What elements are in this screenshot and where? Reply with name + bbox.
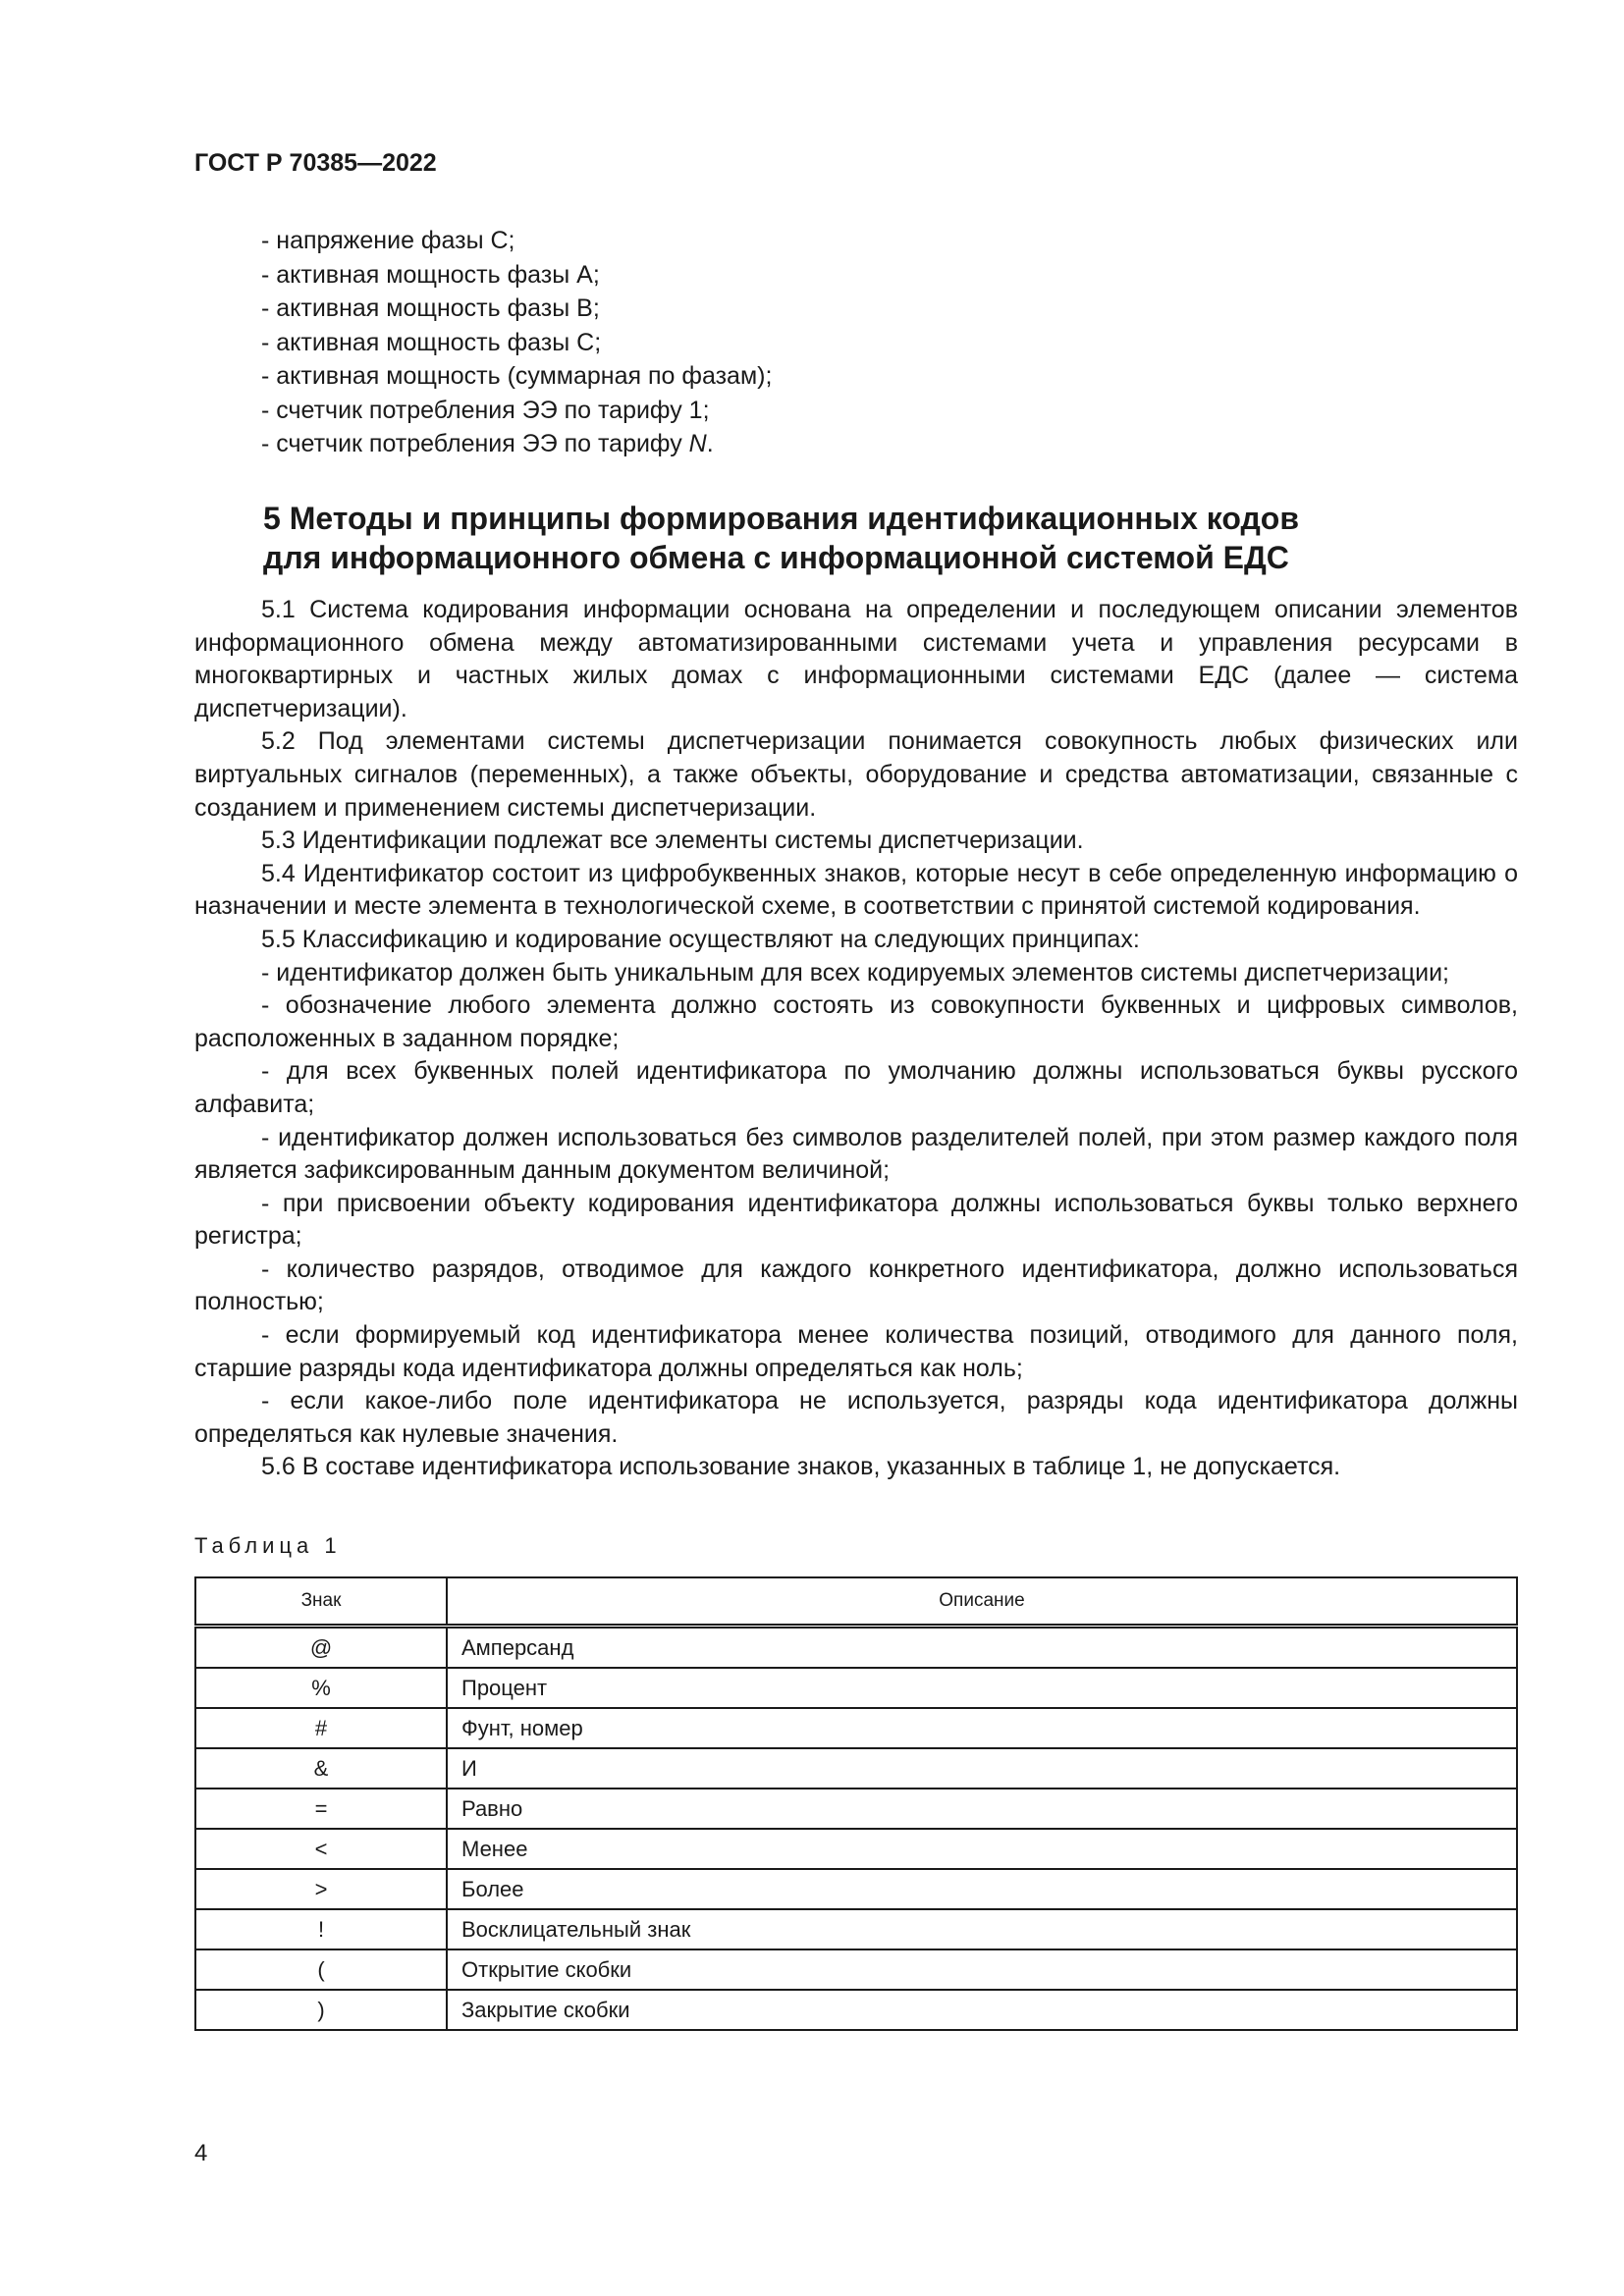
paragraph: 5.6 В составе идентификатора использование знаков, указанных в таблице 1, не допускается. <box>261 1453 1341 1481</box>
sign-cell: % <box>195 1668 447 1708</box>
section-title <box>263 499 1540 577</box>
table-caption: Таблица 1 <box>194 1533 342 1558</box>
table-row <box>195 1627 1517 1669</box>
parameter-list <box>261 224 772 461</box>
table-header-row <box>195 1577 1517 1627</box>
description-cell: И <box>447 1748 1517 1789</box>
sign-cell: > <box>195 1869 447 1909</box>
principle-item: - если формируемый код идентификатора менее количества позиций, отводимого для данного поля, старшие разряды кода идентификатора должны определяться как ноль; <box>194 1321 1518 1382</box>
paragraph: 5.5 Классификацию и кодирование осуществляют на следующих принципах: <box>261 925 1140 953</box>
table-row <box>195 1949 1517 1990</box>
list-item: - активная мощность фазы В; <box>261 294 600 322</box>
section-title-line: для информационного обмена с информационной системой ЕДС <box>263 540 1289 575</box>
table-row <box>195 1990 1517 2030</box>
paragraph: 5.3 Идентификации подлежат все элементы системы диспетчеризации. <box>261 827 1084 855</box>
document-header: ГОСТ Р 70385—2022 <box>194 149 437 177</box>
paragraph: 5.4 Идентификатор состоит из цифробуквенных знаков, которые несут в себе определенную информацию о назначении и месте элемента в технологической схеме, в соответствии с принятой системой кодирования. <box>194 859 1518 921</box>
description-cell: Процент <box>447 1668 1517 1708</box>
list-item: - активная мощность фазы С; <box>261 328 602 356</box>
sign-cell: # <box>195 1708 447 1748</box>
paragraph: 5.2 Под элементами системы диспетчеризации понимается совокупность любых физических или виртуальных сигналов (переменных), а также объекты, оборудование и средства автоматизации, связанные с созданием и применением системы диспетчеризации. <box>194 727 1518 822</box>
sign-cell: @ <box>195 1627 447 1669</box>
sign-cell: ( <box>195 1949 447 1990</box>
table-row <box>195 1668 1517 1708</box>
principle-item: - идентификатор должен быть уникальным для всех кодируемых элементов системы диспетчеризации; <box>261 958 1449 987</box>
table-row <box>195 1748 1517 1789</box>
table-row <box>195 1789 1517 1829</box>
table-row <box>195 1829 1517 1869</box>
table-row <box>195 1708 1517 1748</box>
description-cell: Открытие скобки <box>447 1949 1517 1990</box>
description-cell: Менее <box>447 1829 1517 1869</box>
page-number: 4 <box>194 2140 208 2166</box>
principle-item: - количество разрядов, отводимое для каждого конкретного идентификатора, должно использоваться полностью; <box>194 1255 1518 1316</box>
sign-cell: < <box>195 1829 447 1869</box>
list-item-text: - счетчик потребления ЭЭ по тарифу <box>261 430 689 457</box>
description-cell: Восклицательный знак <box>447 1909 1517 1949</box>
principle-item: - при присвоении объекту кодирования идентификатора должны использоваться буквы только верхнего регистра; <box>194 1189 1518 1251</box>
section-title-line: 5 Методы и принципы формирования идентификационных кодов <box>263 501 1299 536</box>
column-header-description: Описание <box>447 1577 1517 1627</box>
forbidden-signs-table <box>194 1576 1518 2031</box>
principle-item: - если какое-либо поле идентификатора не используется, разряды кода идентификатора должны определяться как нулевые значения. <box>194 1387 1518 1448</box>
table-row <box>195 1909 1517 1949</box>
section-body <box>194 594 1518 1484</box>
sign-cell: ) <box>195 1990 447 2030</box>
description-cell: Закрытие скобки <box>447 1990 1517 2030</box>
description-cell: Более <box>447 1869 1517 1909</box>
description-cell: Амперсанд <box>447 1627 1517 1669</box>
column-header-sign: Знак <box>195 1577 447 1627</box>
list-item-italic: N <box>688 430 707 457</box>
paragraph: 5.1 Система кодирования информации основана на определении и последующем описании элементов информационного обмена между автоматизированными системами учета и управления ресурсами в многоквартирных и частных жилых домах с информационными системами ЕДС (далее — система диспетчеризации). <box>194 596 1518 722</box>
principle-item: - идентификатор должен использоваться без символов разделителей полей, при этом размер каждого поля является зафиксированным данным документом величиной; <box>194 1123 1518 1185</box>
sign-cell: = <box>195 1789 447 1829</box>
sign-cell: & <box>195 1748 447 1789</box>
list-item: - активная мощность фазы А; <box>261 260 600 289</box>
sign-cell: ! <box>195 1909 447 1949</box>
list-item: - счетчик потребления ЭЭ по тарифу 1; <box>261 396 710 424</box>
list-item-tail: . <box>706 430 714 457</box>
list-item: - активная мощность (суммарная по фазам); <box>261 362 773 390</box>
principle-item: - обозначение любого элемента должно состоять из совокупности буквенных и цифровых символов, расположенных в заданном порядке; <box>194 991 1518 1052</box>
principle-item: - для всех буквенных полей идентификатора по умолчанию должны использоваться буквы русского алфавита; <box>194 1057 1518 1118</box>
description-cell: Равно <box>447 1789 1517 1829</box>
list-item: - напряжение фазы С; <box>261 227 515 254</box>
list-item <box>261 427 772 461</box>
description-cell: Фунт, номер <box>447 1708 1517 1748</box>
table-row <box>195 1869 1517 1909</box>
